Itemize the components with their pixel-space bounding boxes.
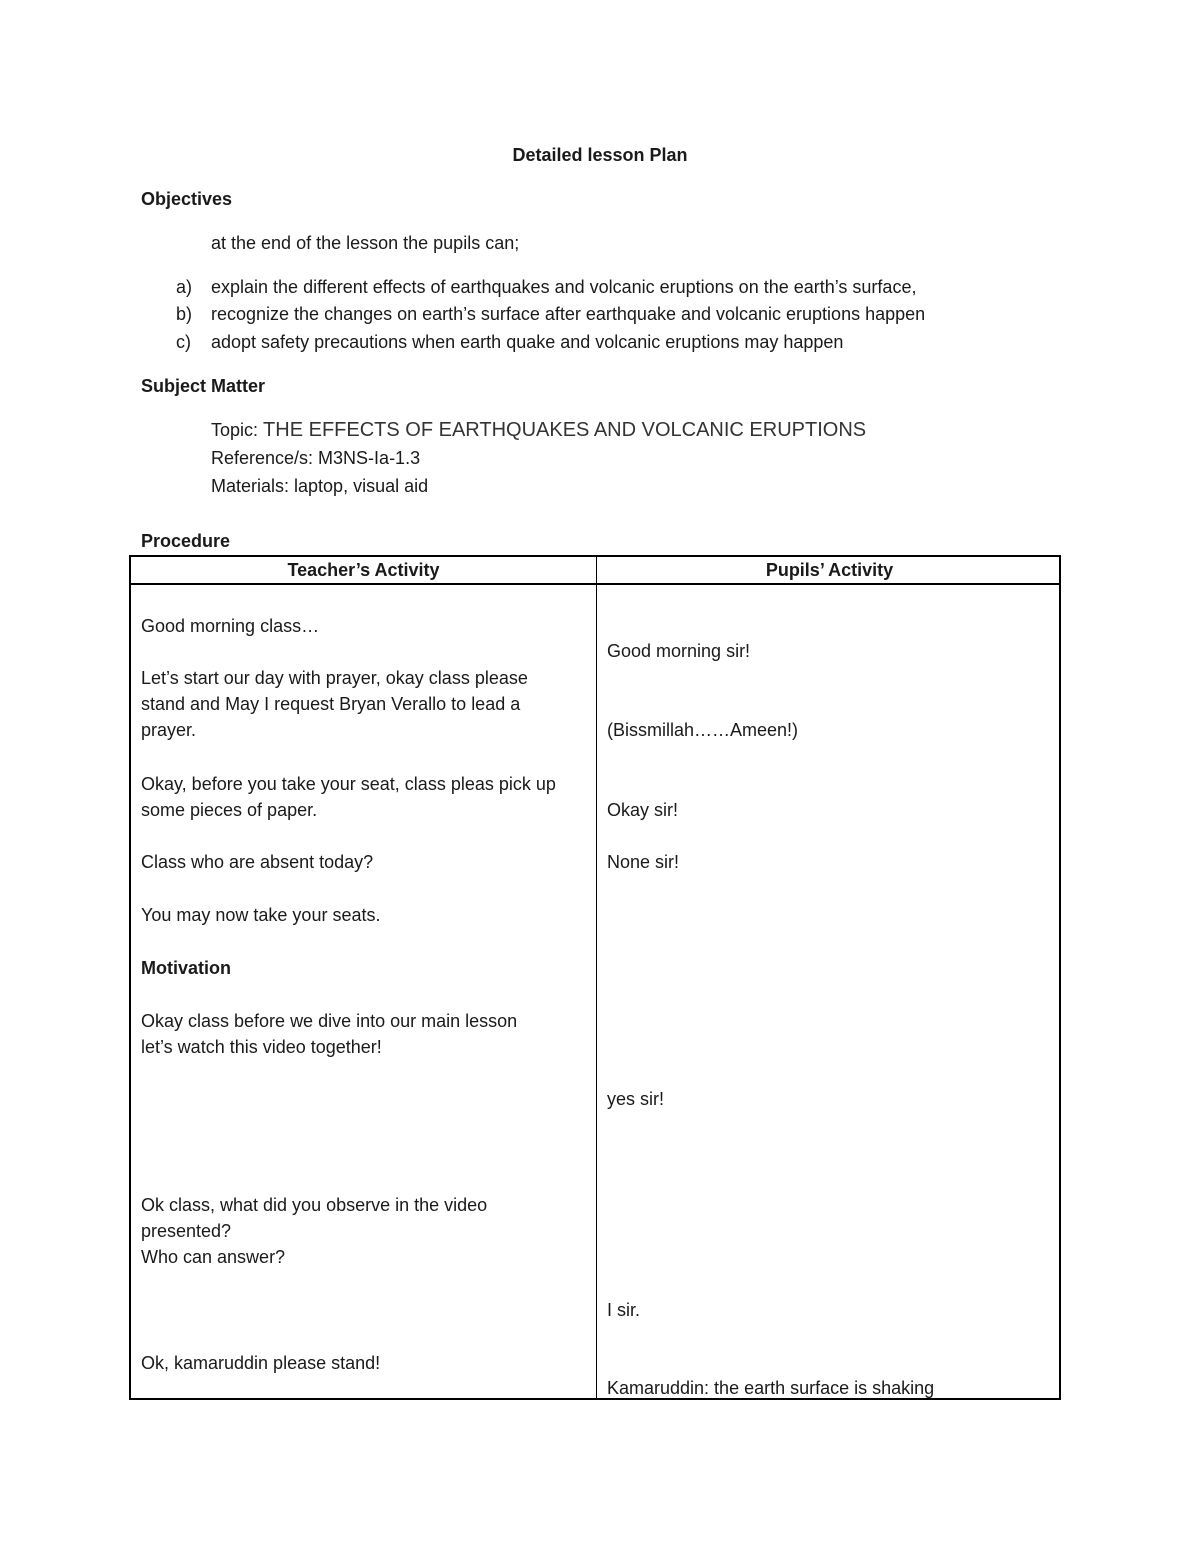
teacher-line: prayer.: [141, 720, 197, 740]
teacher-line: Ok, kamaruddin please stand!: [141, 1353, 381, 1373]
pupils-activity-header: Pupils’ Activity: [765, 560, 894, 580]
objective-label-a: a): [176, 277, 193, 297]
topic-line: [211, 419, 866, 442]
pupils-line: yes sir!: [607, 1089, 665, 1109]
subject-matter-heading: Subject Matter: [141, 376, 266, 396]
procedure-table: [129, 555, 1061, 1400]
teacher-line: Okay, before you take your seat, class pleas pick up: [141, 774, 556, 794]
reference-line: Reference/s: M3NS-Ia-1.3: [211, 448, 421, 468]
teacher-activity-header: Teacher’s Activity: [287, 560, 440, 580]
objectives-heading: Objectives: [141, 189, 233, 209]
teacher-line: let’s watch this video together!: [141, 1037, 382, 1057]
document-title: Detailed lesson Plan: [512, 145, 688, 165]
objective-text-b: recognize the changes on earth’s surface after earthquake and volcanic eruptions happen: [211, 304, 926, 324]
objective-label-c: c): [176, 332, 191, 352]
objectives-intro: at the end of the lesson the pupils can;: [211, 233, 520, 253]
teacher-line: some pieces of paper.: [141, 800, 318, 820]
teacher-line: Let’s start our day with prayer, okay class please: [141, 668, 528, 688]
pupils-line: Kamaruddin: the earth surface is shaking: [607, 1378, 935, 1398]
pupils-line: Good morning sir!: [607, 641, 751, 661]
topic-label: Topic:: [211, 420, 259, 440]
teacher-line: Good morning class…: [141, 616, 320, 636]
teacher-line: Ok class, what did you observe in the video: [141, 1195, 488, 1215]
pupils-line: (Bissmillah……Ameen!): [607, 720, 799, 740]
pupils-line: I sir.: [607, 1300, 641, 1320]
topic-value: THE EFFECTS OF EARTHQUAKES AND VOLCANIC ERUPTIONS: [263, 419, 867, 441]
teacher-line: stand and May I request Bryan Verallo to lead a: [141, 694, 521, 714]
teacher-line: presented?: [141, 1221, 232, 1241]
teacher-line: Who can answer?: [141, 1247, 286, 1267]
objective-label-b: b): [176, 304, 193, 324]
materials-line: Materials: laptop, visual aid: [211, 476, 429, 496]
motivation-heading: Motivation: [141, 958, 231, 978]
pupils-line: Okay sir!: [607, 800, 679, 820]
header-rule: [131, 583, 1059, 585]
teacher-line: Class who are absent today?: [141, 852, 374, 872]
teacher-line: Okay class before we dive into our main lesson: [141, 1011, 518, 1031]
procedure-heading: Procedure: [141, 531, 231, 551]
objective-text-a: explain the different effects of earthquakes and volcanic eruptions on the earth’s surface,: [211, 277, 917, 297]
column-divider: [596, 557, 597, 1398]
pupils-line: None sir!: [607, 852, 680, 872]
objective-text-c: adopt safety precautions when earth quake and volcanic eruptions may happen: [211, 332, 844, 352]
teacher-line: You may now take your seats.: [141, 905, 381, 925]
